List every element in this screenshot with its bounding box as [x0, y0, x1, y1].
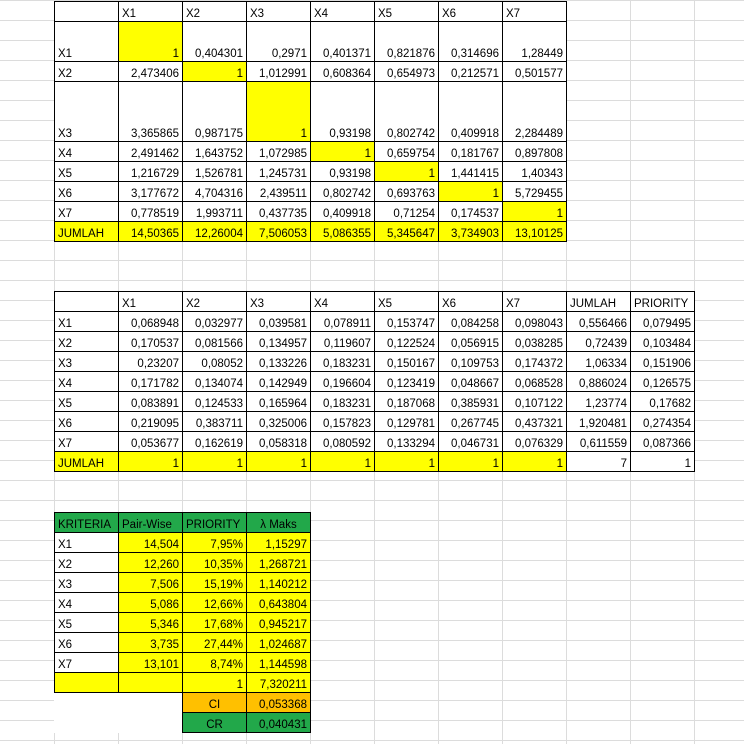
cell[interactable]: 0,71254 — [375, 202, 439, 222]
cell[interactable]: 0,046731 — [439, 432, 503, 452]
header-cell[interactable]: λ Maks — [247, 513, 311, 533]
cell[interactable]: 0,659754 — [375, 142, 439, 162]
total-cell[interactable]: 1 — [503, 452, 567, 472]
cell[interactable]: 0,987175 — [183, 82, 247, 142]
cell[interactable]: 0,643804 — [247, 593, 311, 613]
total-cell[interactable]: 7,506053 — [247, 222, 311, 242]
blank-cell — [55, 713, 119, 733]
table-row — [55, 332, 695, 352]
table-row — [55, 533, 311, 553]
table-row — [55, 553, 311, 573]
cell[interactable]: 0,170537 — [119, 332, 183, 352]
table-row — [55, 82, 567, 142]
row-label[interactable]: X2 — [55, 332, 119, 352]
table-row — [55, 62, 567, 82]
cr-value[interactable]: 0,040431 — [247, 713, 311, 733]
cell[interactable]: 7,506 — [119, 573, 183, 593]
cell[interactable]: 0,183231 — [311, 392, 375, 412]
cell[interactable]: 0,126575 — [631, 372, 695, 392]
cell[interactable]: 0,171782 — [119, 372, 183, 392]
cell[interactable]: 1 — [119, 22, 183, 62]
cell[interactable]: 0,325006 — [247, 412, 311, 432]
cell[interactable]: 0,219095 — [119, 412, 183, 432]
ci-value[interactable]: 0,053368 — [247, 693, 311, 713]
cell[interactable]: 0,556466 — [567, 312, 631, 332]
row-label[interactable]: X4 — [55, 593, 119, 613]
cell[interactable]: 10,35% — [183, 553, 247, 573]
table-row — [55, 593, 311, 613]
cell[interactable]: 1,268721 — [247, 553, 311, 573]
cell[interactable]: 0,122524 — [375, 332, 439, 352]
total-lambda[interactable]: 7,320211 — [247, 673, 311, 693]
cell[interactable]: 5,086 — [119, 593, 183, 613]
cell[interactable]: 0,802742 — [375, 82, 439, 142]
header-cell[interactable]: X1 — [119, 2, 183, 22]
cell[interactable]: 1 — [503, 202, 567, 222]
total-cell[interactable]: 1 — [631, 452, 695, 472]
cell[interactable]: 0,083891 — [119, 392, 183, 412]
cell[interactable]: 3,735 — [119, 633, 183, 653]
cell[interactable]: 3,177672 — [119, 182, 183, 202]
cell[interactable]: 0,611559 — [567, 432, 631, 452]
cell[interactable]: 27,44% — [183, 633, 247, 653]
cell[interactable]: 1,144598 — [247, 653, 311, 673]
header-cell[interactable]: JUMLAH — [567, 292, 631, 312]
cell[interactable]: 0,945217 — [247, 613, 311, 633]
cell[interactable]: 0,157823 — [311, 412, 375, 432]
total-row — [55, 673, 311, 693]
total-label[interactable]: JUMLAH — [55, 222, 119, 242]
cell[interactable]: 0,053677 — [119, 432, 183, 452]
cell[interactable]: 5,729455 — [503, 182, 567, 202]
cell[interactable]: 12,260 — [119, 553, 183, 573]
total-cell[interactable]: 1 — [119, 452, 183, 472]
cell[interactable]: 2,473406 — [119, 62, 183, 82]
summary-table — [54, 512, 311, 733]
ci-label[interactable]: CI — [183, 693, 247, 713]
cell[interactable]: 8,74% — [183, 653, 247, 673]
total-label-empty[interactable] — [55, 673, 119, 693]
row-label[interactable]: X5 — [55, 613, 119, 633]
header-cell[interactable]: X1 — [119, 292, 183, 312]
row-label[interactable]: X1 — [55, 22, 119, 62]
header-cell[interactable]: X6 — [439, 292, 503, 312]
cell[interactable]: 0,437321 — [503, 412, 567, 432]
row-label[interactable]: X2 — [55, 62, 119, 82]
cell[interactable]: 1 — [439, 182, 503, 202]
table-row — [55, 573, 311, 593]
cell[interactable]: 3,365865 — [119, 82, 183, 142]
cell[interactable]: 0,103484 — [631, 332, 695, 352]
table-row — [55, 312, 695, 332]
cell[interactable]: 0,267745 — [439, 412, 503, 432]
total-cell[interactable]: 1 — [439, 452, 503, 472]
total-priority[interactable]: 1 — [183, 673, 247, 693]
header-cell[interactable]: X4 — [311, 2, 375, 22]
cell[interactable]: 7,95% — [183, 533, 247, 553]
cell[interactable]: 0,056915 — [439, 332, 503, 352]
row-label[interactable]: X1 — [55, 533, 119, 553]
cell[interactable]: 0,123419 — [375, 372, 439, 392]
row-label[interactable]: X3 — [55, 82, 119, 142]
total-cell[interactable]: 1 — [247, 452, 311, 472]
row-label[interactable]: X5 — [55, 392, 119, 412]
cell[interactable]: 0,654973 — [375, 62, 439, 82]
cell[interactable]: 1,140212 — [247, 573, 311, 593]
cell[interactable]: 0,404301 — [183, 22, 247, 62]
row-label[interactable]: X5 — [55, 162, 119, 182]
total-row — [55, 222, 567, 242]
cell[interactable]: 0,72439 — [567, 332, 631, 352]
table-row — [55, 162, 567, 182]
cell[interactable]: 0,385931 — [439, 392, 503, 412]
cell[interactable]: 15,19% — [183, 573, 247, 593]
cell[interactable]: 0,212571 — [439, 62, 503, 82]
cell[interactable]: 1,526781 — [183, 162, 247, 182]
cell[interactable]: 0,109753 — [439, 352, 503, 372]
cell[interactable]: 2,439511 — [247, 182, 311, 202]
total-label[interactable]: JUMLAH — [55, 452, 119, 472]
cell[interactable]: 0,165964 — [247, 392, 311, 412]
cell[interactable]: 0,058318 — [247, 432, 311, 452]
total-cell[interactable]: 5,345647 — [375, 222, 439, 242]
blank-cell — [55, 693, 119, 713]
cell[interactable]: 0,087366 — [631, 432, 695, 452]
cell[interactable]: 1,23774 — [567, 392, 631, 412]
summary-header-row — [55, 513, 311, 533]
cell[interactable]: 0,032977 — [183, 312, 247, 332]
cell[interactable]: 0,134957 — [247, 332, 311, 352]
row-label[interactable]: X4 — [55, 142, 119, 162]
blank-cell — [119, 713, 183, 733]
cell[interactable]: 0,076329 — [503, 432, 567, 452]
row-label[interactable]: X6 — [55, 633, 119, 653]
cell[interactable]: 2,491462 — [119, 142, 183, 162]
header-cell[interactable]: PRIORITY — [183, 513, 247, 533]
total-cell[interactable]: 7 — [567, 452, 631, 472]
cell[interactable]: 0,17682 — [631, 392, 695, 412]
row-label[interactable]: X7 — [55, 653, 119, 673]
header-cell[interactable]: X5 — [375, 292, 439, 312]
cell[interactable]: 0,314696 — [439, 22, 503, 62]
total-cell[interactable]: 1 — [183, 452, 247, 472]
table-row — [55, 372, 695, 392]
cell[interactable]: 0,150167 — [375, 352, 439, 372]
header-cell[interactable] — [55, 2, 119, 22]
pairwise-matrix — [54, 1, 567, 242]
cell[interactable]: 0,039581 — [247, 312, 311, 332]
cell[interactable]: 0,183231 — [311, 352, 375, 372]
matrix2-header-row — [55, 292, 695, 312]
cell[interactable]: 0,134074 — [183, 372, 247, 392]
cell[interactable]: 12,66% — [183, 593, 247, 613]
cell[interactable]: 1,441415 — [439, 162, 503, 182]
total-cell[interactable]: 13,10125 — [503, 222, 567, 242]
cell[interactable]: 1,920481 — [567, 412, 631, 432]
table-row — [55, 412, 695, 432]
cell[interactable]: 5,346 — [119, 613, 183, 633]
table-row — [55, 22, 567, 62]
row-label[interactable]: X3 — [55, 352, 119, 372]
row-label[interactable]: X6 — [55, 182, 119, 202]
cell[interactable]: 0,93198 — [311, 82, 375, 142]
cell[interactable]: 0,133294 — [375, 432, 439, 452]
cell[interactable]: 0,821876 — [375, 22, 439, 62]
cell[interactable]: 0,437735 — [247, 202, 311, 222]
cell[interactable]: 0,133226 — [247, 352, 311, 372]
cell[interactable]: 0,23207 — [119, 352, 183, 372]
header-cell[interactable]: KRITERIA — [55, 513, 119, 533]
cell[interactable]: 0,174537 — [439, 202, 503, 222]
cell[interactable]: 1,06334 — [567, 352, 631, 372]
cell[interactable]: 0,107122 — [503, 392, 567, 412]
cell[interactable]: 0,048667 — [439, 372, 503, 392]
cell[interactable]: 0,181767 — [439, 142, 503, 162]
row-label[interactable]: X4 — [55, 372, 119, 392]
row-label[interactable]: X1 — [55, 312, 119, 332]
cell[interactable]: 1,15297 — [247, 533, 311, 553]
cell[interactable]: 0,778519 — [119, 202, 183, 222]
cell[interactable]: 1,993711 — [183, 202, 247, 222]
cell[interactable]: 0,153747 — [375, 312, 439, 332]
cell[interactable]: 0,038285 — [503, 332, 567, 352]
total-cell[interactable]: 5,086355 — [311, 222, 375, 242]
header-cell[interactable]: PRIORITY — [631, 292, 695, 312]
cell[interactable]: 0,079495 — [631, 312, 695, 332]
row-label[interactable]: X2 — [55, 553, 119, 573]
table-row — [55, 352, 695, 372]
cell[interactable]: 0,93198 — [311, 162, 375, 182]
total-cell[interactable]: 1 — [375, 452, 439, 472]
total-row — [55, 452, 695, 472]
cell[interactable]: 0,409918 — [311, 202, 375, 222]
cell[interactable]: 0,608364 — [311, 62, 375, 82]
cell[interactable]: 1 — [247, 82, 311, 142]
cr-row — [55, 713, 311, 733]
cell[interactable]: 0,401371 — [311, 22, 375, 62]
table-row — [55, 633, 311, 653]
cell[interactable]: 0,080592 — [311, 432, 375, 452]
table-row — [55, 432, 695, 452]
total-cell[interactable]: 12,26004 — [183, 222, 247, 242]
cell[interactable]: 0,886024 — [567, 372, 631, 392]
header-cell[interactable]: X7 — [503, 2, 567, 22]
cell[interactable]: 0,129781 — [375, 412, 439, 432]
cell[interactable]: 13,101 — [119, 653, 183, 673]
row-label[interactable]: X3 — [55, 573, 119, 593]
cell[interactable]: 1 — [375, 162, 439, 182]
table-row — [55, 202, 567, 222]
row-label[interactable]: X7 — [55, 202, 119, 222]
table-row — [55, 653, 311, 673]
table-row — [55, 392, 695, 412]
row-label[interactable]: X6 — [55, 412, 119, 432]
cell[interactable]: 0,174372 — [503, 352, 567, 372]
cell[interactable]: 0,162619 — [183, 432, 247, 452]
cell[interactable]: 1 — [311, 142, 375, 162]
cell[interactable]: 0,084258 — [439, 312, 503, 332]
cell[interactable]: 0,897808 — [503, 142, 567, 162]
cell[interactable]: 0,187068 — [375, 392, 439, 412]
cell[interactable]: 0,08052 — [183, 352, 247, 372]
cell[interactable]: 4,704316 — [183, 182, 247, 202]
cell[interactable]: 0,274354 — [631, 412, 695, 432]
cell[interactable]: 0,119607 — [311, 332, 375, 352]
table-row — [55, 613, 311, 633]
cell[interactable]: 1,245731 — [247, 162, 311, 182]
blank-cell — [119, 693, 183, 713]
table-row — [55, 182, 567, 202]
header-cell[interactable]: X6 — [439, 2, 503, 22]
cell[interactable]: 0,693763 — [375, 182, 439, 202]
cell[interactable]: 1,216729 — [119, 162, 183, 182]
header-cell[interactable]: X3 — [247, 2, 311, 22]
header-cell[interactable]: Pair-Wise — [119, 513, 183, 533]
cell[interactable]: 2,284489 — [503, 82, 567, 142]
row-label[interactable]: X7 — [55, 432, 119, 452]
cell[interactable]: 0,2971 — [247, 22, 311, 62]
header-cell[interactable]: X2 — [183, 292, 247, 312]
header-cell[interactable]: X4 — [311, 292, 375, 312]
cell[interactable]: 1,643752 — [183, 142, 247, 162]
cell[interactable]: 0,501577 — [503, 62, 567, 82]
cell[interactable]: 1,40343 — [503, 162, 567, 182]
matrix1-header-row — [55, 2, 567, 22]
cell[interactable]: 0,142949 — [247, 372, 311, 392]
cell[interactable]: 0,081566 — [183, 332, 247, 352]
total-cell[interactable]: 1 — [311, 452, 375, 472]
cell[interactable]: 1 — [183, 62, 247, 82]
cell[interactable]: 1,012991 — [247, 62, 311, 82]
cell[interactable]: 0,098043 — [503, 312, 567, 332]
cell[interactable]: 14,504 — [119, 533, 183, 553]
cell[interactable]: 0,124533 — [183, 392, 247, 412]
cell[interactable]: 1,28449 — [503, 22, 567, 62]
ci-row — [55, 693, 311, 713]
header-cell[interactable]: X5 — [375, 2, 439, 22]
table-row — [55, 142, 567, 162]
cell[interactable]: 0,068528 — [503, 372, 567, 392]
cell[interactable]: 17,68% — [183, 613, 247, 633]
header-cell[interactable]: X7 — [503, 292, 567, 312]
cr-label[interactable]: CR — [183, 713, 247, 733]
cell[interactable]: 0,078911 — [311, 312, 375, 332]
cell[interactable]: 0,068948 — [119, 312, 183, 332]
header-cell[interactable]: X2 — [183, 2, 247, 22]
cell[interactable]: 0,409918 — [439, 82, 503, 142]
total-cell-empty[interactable] — [119, 673, 183, 693]
total-cell[interactable]: 14,50365 — [119, 222, 183, 242]
header-cell[interactable]: X3 — [247, 292, 311, 312]
normalized-matrix — [54, 291, 695, 472]
cell[interactable]: 0,802742 — [311, 182, 375, 202]
cell[interactable]: 0,151906 — [631, 352, 695, 372]
cell[interactable]: 0,196604 — [311, 372, 375, 392]
cell[interactable]: 0,383711 — [183, 412, 247, 432]
cell[interactable]: 1,072985 — [247, 142, 311, 162]
total-cell[interactable]: 3,734903 — [439, 222, 503, 242]
header-cell[interactable] — [55, 292, 119, 312]
cell[interactable]: 1,024687 — [247, 633, 311, 653]
